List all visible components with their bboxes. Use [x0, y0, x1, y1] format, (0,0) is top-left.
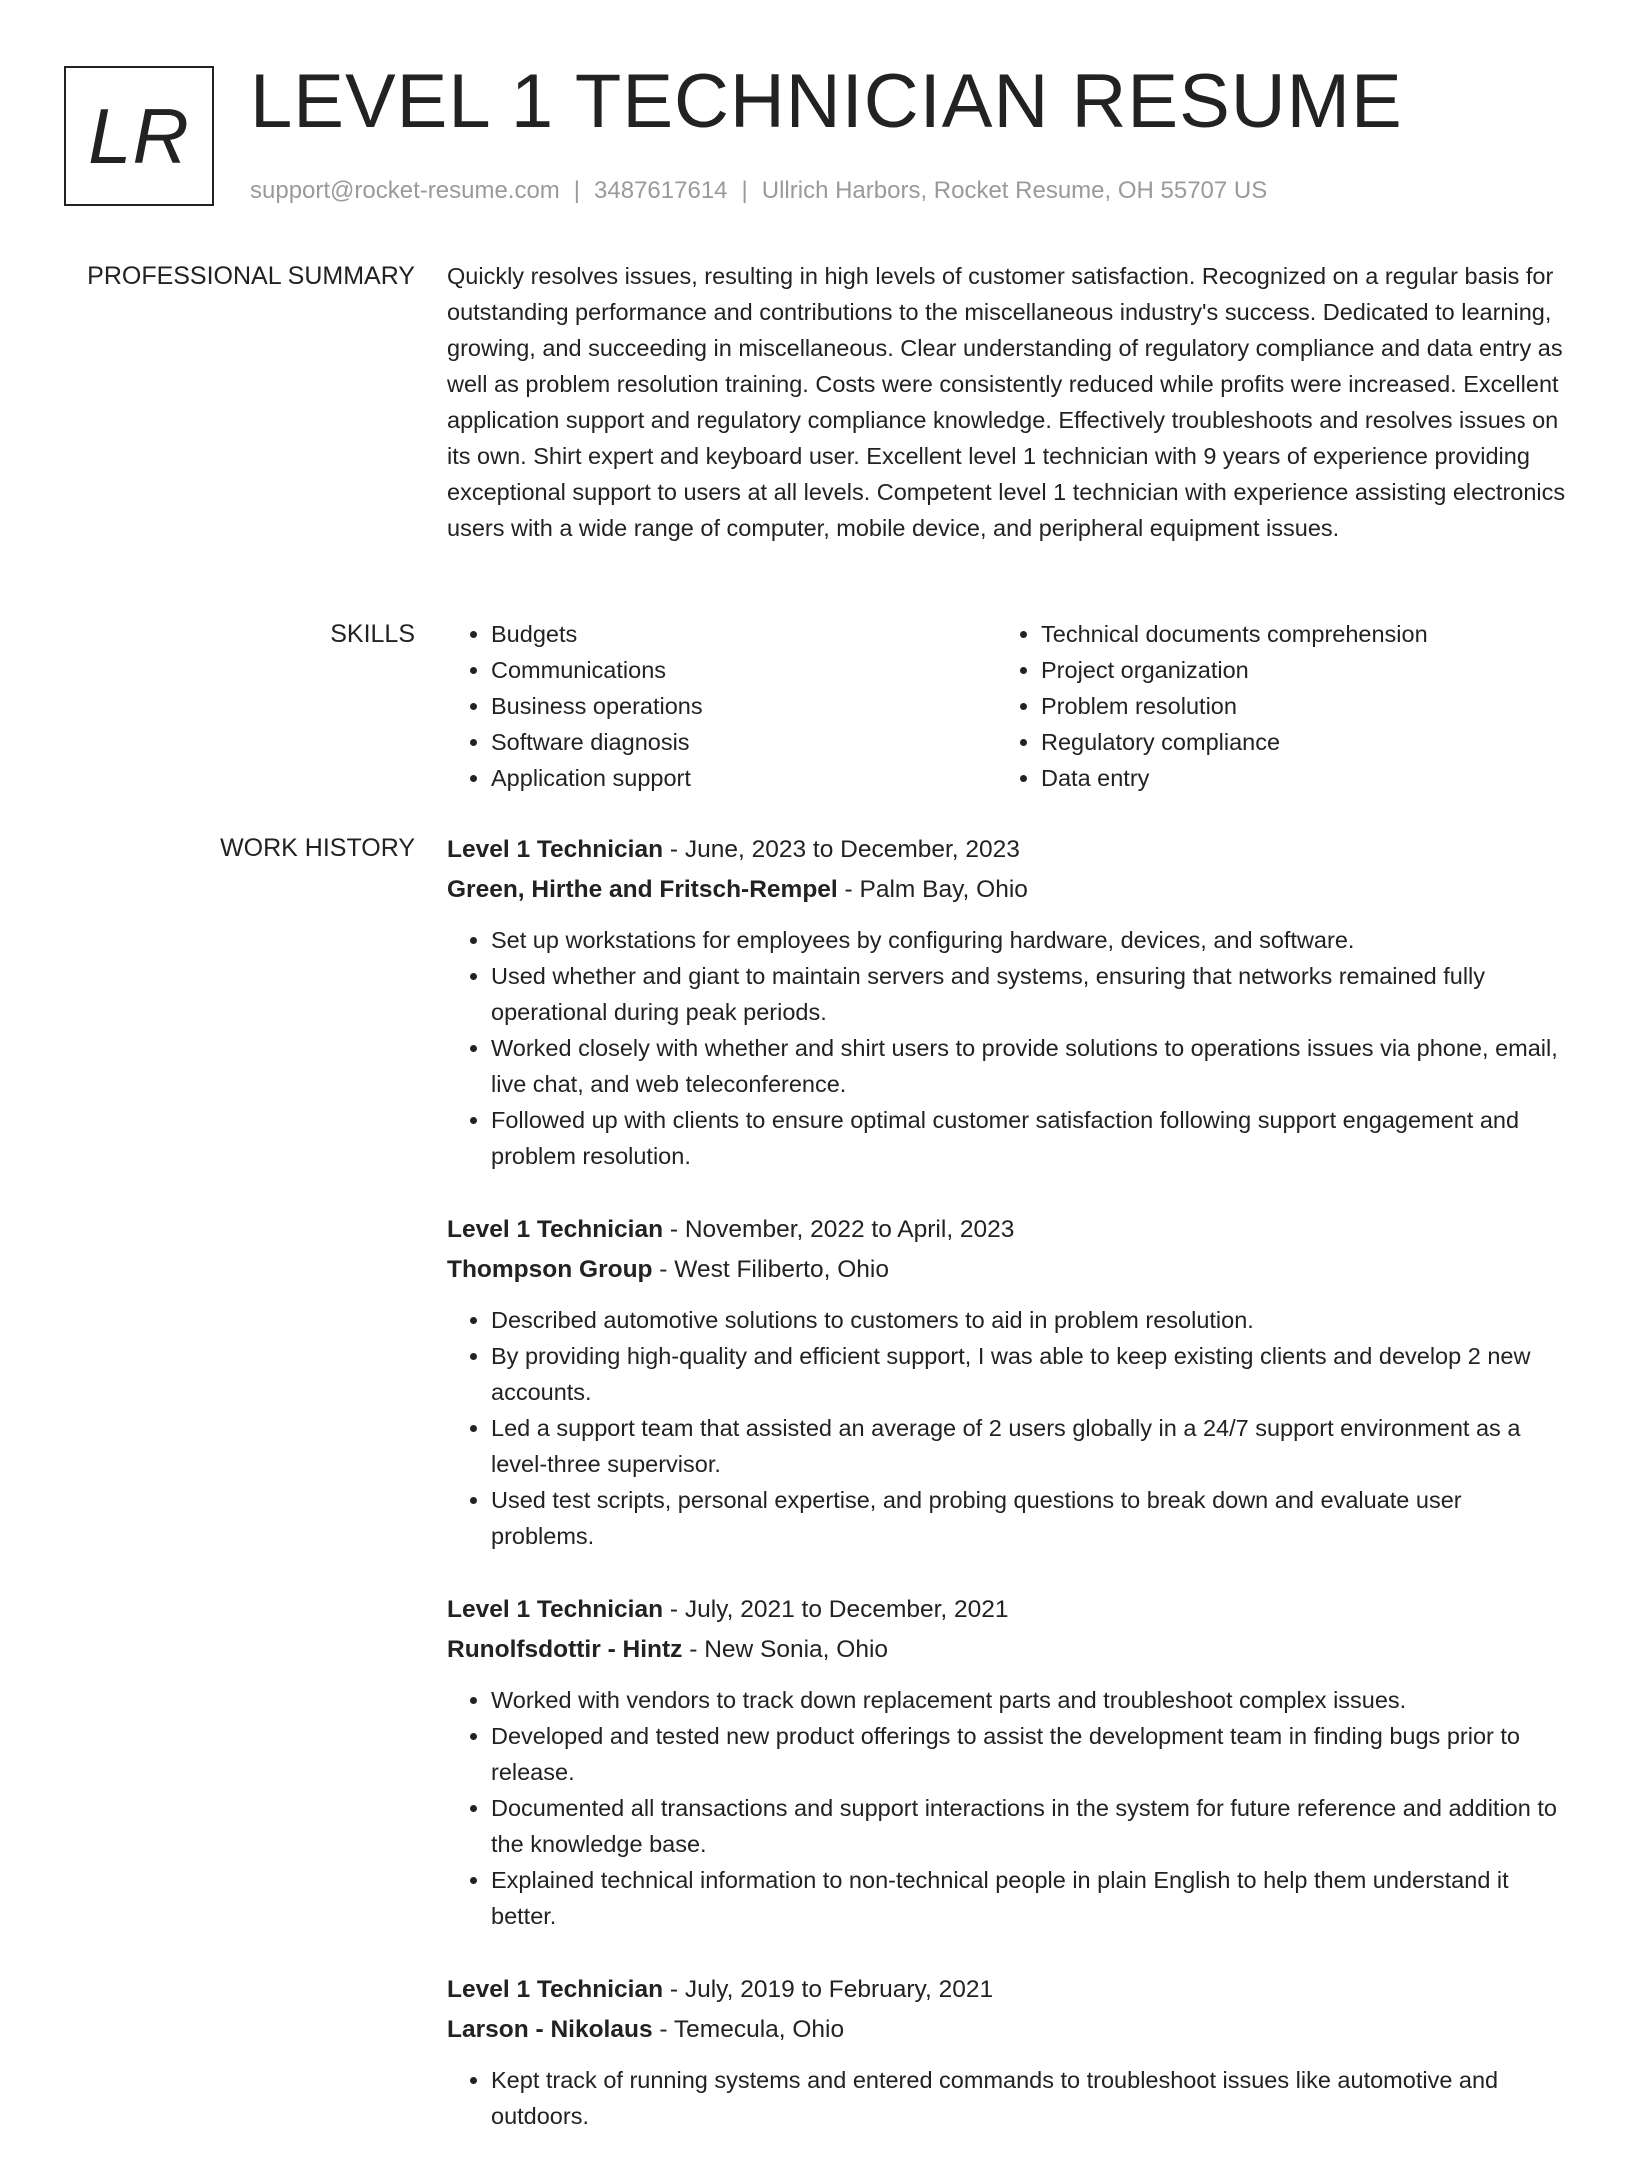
contact-phone: 3487617614 — [594, 177, 728, 204]
job-bullets — [447, 1682, 1567, 1934]
job-bullet: • Used test scripts, personal expertise, and probing questions to break down and evaluate user problems. — [491, 1482, 1567, 1554]
job-bullet: • Described automotive solutions to customers to aid in problem resolution. — [491, 1302, 1567, 1338]
job-bullet: • Led a support team that assisted an average of 2 users globally in a 24/7 support environment as a level-three supervisor. — [491, 1410, 1567, 1482]
skills-list-left — [447, 616, 997, 796]
job-company: Thompson Group — [447, 1256, 653, 1283]
contact-line — [250, 174, 1267, 208]
job-bullets — [447, 1302, 1567, 1554]
job-company: Larson - Nikolaus — [447, 2016, 653, 2043]
job-dates: - June, 2023 to December, 2023 — [663, 836, 1020, 863]
summary-body — [447, 258, 1567, 546]
job-bullets — [447, 2062, 1567, 2134]
summary-text: Quickly resolves issues, resulting in high levels of customer satisfaction. Recognized on a regular basis for outstanding performance and contributions to the miscellaneous industry's success. Dedicated to learning, growing, and succeeding in miscellaneous. Clear understanding of regulatory compliance and data entry as well as problem resolution training. Costs were consistently reduced while profits were increased. Excellent application support and regulatory compliance knowledge. Effectively troubleshoots and resolves issues on its own. Shirt expert and keyboard user. Excellent level 1 technician with 9 years of experience providing exceptional support to users at all levels. Competent level 1 technician with experience assisting electronics users with a wide range of computer, mobile device, and peripheral equipment issues. — [447, 263, 1566, 541]
job-bullet: • Set up workstations for employees by configuring hardware, devices, and software. — [491, 922, 1567, 958]
job-company-line — [447, 1250, 1567, 1290]
skills-body — [447, 616, 1567, 796]
skills-list-right — [997, 616, 1547, 796]
skill-item: • Business operations — [491, 688, 997, 724]
job-title-line — [447, 1590, 1567, 1630]
page-title: LEVEL 1 TECHNICIAN RESUME — [250, 59, 1403, 144]
job-bullet: • Documented all transactions and support interactions in the system for future reference and addition to the knowledge base. — [491, 1790, 1567, 1862]
job-bullet: • Kept track of running systems and entered commands to troubleshoot issues like automotive and outdoors. — [491, 2062, 1567, 2134]
job-bullet: • Developed and tested new product offerings to assist the development team in finding bugs prior to release. — [491, 1718, 1567, 1790]
job-bullet: • Worked with vendors to track down replacement parts and troubleshoot complex issues. — [491, 1682, 1567, 1718]
job-company-line — [447, 2010, 1567, 2050]
job-bullet: • By providing high-quality and efficient support, I was able to keep existing clients and develop 2 new accounts. — [491, 1338, 1567, 1410]
job-company-line — [447, 1630, 1567, 1670]
skill-item: • Project organization — [1041, 652, 1547, 688]
skill-item: • Application support — [491, 760, 997, 796]
job-entry — [447, 1970, 1567, 2134]
work-history-heading: WORK HISTORY — [220, 834, 415, 862]
skill-item: • Regulatory compliance — [1041, 724, 1547, 760]
job-bullet: • Used whether and giant to maintain servers and systems, ensuring that networks remained fully operational during peak periods. — [491, 958, 1567, 1030]
job-title: Level 1 Technician — [447, 1216, 664, 1243]
job-dates: - July, 2019 to February, 2021 — [663, 1976, 994, 2003]
skill-item: • Data entry — [1041, 760, 1547, 796]
job-location: - Temecula, Ohio — [652, 2016, 845, 2043]
contact-email: support@rocket-resume.com — [250, 177, 560, 204]
job-entry — [447, 1210, 1567, 1554]
contact-separator: | — [741, 177, 748, 204]
job-company-line — [447, 870, 1567, 910]
job-title-line — [447, 1210, 1567, 1250]
job-bullet: • Explained technical information to non-technical people in plain English to help them understand it better. — [491, 1862, 1567, 1934]
job-bullets — [447, 922, 1567, 1174]
job-title-line — [447, 830, 1567, 870]
job-title-line — [447, 1970, 1567, 2010]
job-dates: - July, 2021 to December, 2021 — [663, 1596, 1009, 1623]
job-title: Level 1 Technician — [447, 1596, 664, 1623]
job-title: Level 1 Technician — [447, 1976, 664, 2003]
summary-heading: PROFESSIONAL SUMMARY — [87, 262, 415, 290]
contact-separator: | — [573, 177, 581, 204]
job-company: Green, Hirthe and Fritsch-Rempel — [447, 876, 838, 903]
work-history-body — [447, 830, 1567, 2170]
skill-item: • Problem resolution — [1041, 688, 1547, 724]
skill-item: • Budgets — [491, 616, 997, 652]
job-bullet: • Worked closely with whether and shirt users to provide solutions to operations issues via phone, email, live chat, and web teleconference. — [491, 1030, 1567, 1102]
job-entry — [447, 830, 1567, 1174]
job-company: Runolfsdottir - Hintz — [447, 1636, 683, 1663]
monogram-logo: LR — [64, 66, 214, 206]
skill-item: • Technical documents comprehension — [1041, 616, 1547, 652]
skill-item: • Communications — [491, 652, 997, 688]
job-bullet: • Followed up with clients to ensure optimal customer satisfaction following support engagement and problem resolution. — [491, 1102, 1567, 1174]
job-entry — [447, 1590, 1567, 1934]
job-location: - Palm Bay, Ohio — [837, 876, 1028, 903]
contact-address: Ullrich Harbors, Rocket Resume, OH 55707 US — [761, 177, 1268, 204]
job-dates: - November, 2022 to April, 2023 — [663, 1216, 1015, 1243]
job-location: - New Sonia, Ohio — [682, 1636, 889, 1663]
job-location: - West Filiberto, Ohio — [652, 1256, 889, 1283]
skill-item: • Software diagnosis — [491, 724, 997, 760]
job-title: Level 1 Technician — [447, 836, 664, 863]
skills-heading: SKILLS — [330, 620, 415, 648]
